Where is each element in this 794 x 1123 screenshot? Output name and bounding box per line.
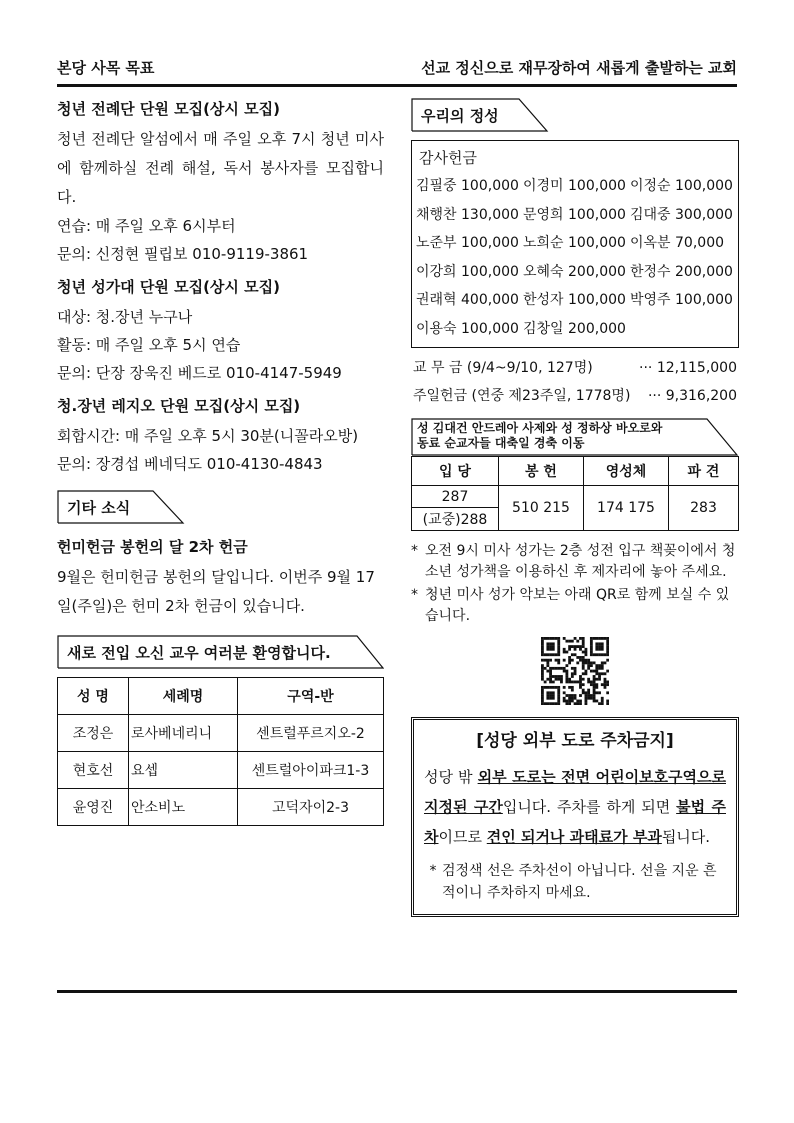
donor-entry: 한정수 200,000 [630,263,733,280]
parking-text-3: 이므로 [438,828,487,846]
table-row [58,752,384,789]
stats-dismissal: 283 [669,486,739,531]
donor-entry: 권래혁 400,000 [416,292,519,308]
table-row [58,789,384,826]
thanksgiving-title: 감사헌금 [419,149,477,167]
legio-notice [57,395,384,478]
youth-choir-contact: 문의: 단장 장욱진 베드로 010-4147-5949 [57,364,342,382]
feast-stats-title-line1: 성 김대건 안드레아 사제와 성 정하상 바오로와 [417,421,663,435]
donor-row [416,201,734,230]
note-text: 오전 9시 미사 성가는 2층 성전 입구 책꽂이에서 청소년 성가책을 이용하신 후 제자리에 놓아 주세요. [425,543,736,580]
donor-row [416,286,734,315]
feast-stats-tab [411,418,739,456]
newcomers-header-district: 구역-반 [238,678,384,715]
offering-month-notice [57,536,384,621]
youth-choir-target: 대상: 청.장년 누구나 [57,308,193,326]
table-row [412,486,739,508]
parking-text-4: 됩니다. [661,828,711,846]
donor-entry: 김필중 100,000 [416,178,519,194]
newcomer-baptism: 안소비노 [129,789,238,826]
stats-header-entry: 입 당 [412,457,499,486]
left-column [57,98,384,826]
feast-stats-table [411,456,739,531]
donor-entry: 오혜숙 200,000 [523,263,626,280]
summary-row [411,382,739,410]
parking-text-2: 입니다. 주차를 하게 되면 [502,798,677,816]
stats-header-communion: 영성체 [584,457,669,486]
liturgy-team-notice [57,98,384,268]
thanksgiving-box [411,140,739,348]
newcomers-header-baptism: 세례명 [129,678,238,715]
donor-row [416,229,734,258]
note-text: 청년 미사 성가 악보는 아래 QR로 함께 보실 수 있습니다. [425,587,730,624]
parking-emphasis-3: 견인 되거나 과태료가 부과 [486,828,662,846]
newcomer-district: 센트럴아이파크1-3 [238,752,384,789]
legio-title: 청.장년 레지오 단원 모집(상시 모집) [57,397,301,415]
summary-row [411,354,739,382]
donor-entry: 김창일 200,000 [523,320,626,337]
donor-entry: 노희순 100,000 [523,235,626,251]
stats-header-offering: 봉 헌 [499,457,584,486]
header-motto-label: 본당 사목 목표 [57,59,155,77]
newcomer-name: 현호선 [58,752,129,789]
youth-choir-title: 청년 성가대 단원 모집(상시 모집) [57,278,280,296]
liturgy-team-contact: 문의: 신정현 필립보 010-9119-3861 [57,245,309,263]
feast-stats-title-line2: 동료 순교자들 대축일 경축 이동 [417,436,585,450]
stats-entry-main-mass: (교중)288 [412,508,499,531]
donor-entry: 김대중 300,000 [630,206,733,223]
newcomer-baptism: 로사베네리니 [129,715,238,752]
donor-list [416,172,734,343]
list-item [411,541,739,583]
donor-entry: 이용숙 100,000 [416,320,519,337]
welcome-tab-label: 새로 전입 오신 교우 여러분 환영합니다. [67,644,331,662]
parking-body [424,762,726,852]
offering-tab-label: 우리의 정성 [421,107,499,125]
header-motto-text: 선교 정신으로 재무장하여 새롭게 출발하는 교회 [421,59,737,77]
qr-code-graphic [541,637,609,705]
donor-row [416,315,734,344]
parking-notice-box [411,717,739,917]
newcomer-district: 센트럴푸르지오-2 [238,715,384,752]
parking-emphasis-1: 외부 도로는 전면 어린이보호구역으로 지정된 구간 [424,768,726,816]
newcomer-baptism: 요셉 [129,752,238,789]
donor-entry: 채행찬 130,000 [416,206,519,223]
header-rule [57,84,737,87]
summary-value: ··· 12,115,000 [639,360,737,376]
offering-month-body: 9월은 헌미헌금 봉헌의 달입니다. 이번주 9월 17일(주일)은 헌미 2차 헌금이 있습니다. [57,568,375,615]
stats-entry-main: 287 [412,486,499,508]
parking-title: [성당 외부 도로 주차금지] [476,731,674,751]
summary-label: 교 무 금 (9/4~9/10, 127명) [413,360,593,376]
parking-text-1: 성당 밖 [424,768,478,786]
liturgy-team-title: 청년 전례단 단원 모집(상시 모집) [57,100,280,118]
other-news-tab [57,490,185,524]
stats-communion: 174 175 [584,486,669,531]
notes-list [411,541,739,627]
note-mark: * [429,863,437,879]
note-mark: * [411,587,418,603]
donor-entry: 이경미 100,000 [523,178,626,194]
note-mark: * [411,543,418,559]
other-news-tab-label: 기타 소식 [67,499,131,517]
liturgy-team-body: 청년 전례단 알섬에서 매 주일 오후 7시 청년 미사에 함께하실 전례 해설, 독서 봉사자를 모집합니다. [57,130,384,206]
parking-note-text: 검정색 선은 주차선이 아닙니다. 선을 지운 흔적이니 주차하지 마세요. [442,863,717,901]
offering-summary [411,354,739,410]
legio-contact: 문의: 장경섭 베네딕도 010-4130-4843 [57,455,323,473]
liturgy-team-practice: 연습: 매 주일 오후 6시부터 [57,217,236,235]
donor-entry: 문영희 100,000 [523,206,626,223]
qr-code-icon[interactable] [541,637,609,705]
newcomers-header-name: 성 명 [58,678,129,715]
youth-choir-notice [57,276,384,387]
newcomers-table [57,677,384,826]
parking-note [424,860,726,904]
donor-entry: 이강희 100,000 [416,263,519,280]
offering-month-title: 헌미헌금 봉헌의 달 2차 헌금 [57,538,248,556]
newcomer-district: 고덕자이2-3 [238,789,384,826]
donor-entry: 박영주 100,000 [630,292,733,308]
newcomer-name: 윤영진 [58,789,129,826]
donor-entry: 이옥분 70,000 [630,235,725,251]
donor-row [416,172,734,201]
stats-header-dismissal: 파 견 [669,457,739,486]
footer-rule [57,990,737,993]
offering-tab [411,98,549,132]
summary-label: 주일헌금 (연중 제23주일, 1778명) [413,388,631,404]
newcomer-name: 조정은 [58,715,129,752]
right-column [411,98,739,917]
welcome-tab [57,635,384,669]
parking-emphasis-2: 불법 주차 [424,798,726,846]
youth-choir-activity: 활동: 매 주일 오후 5시 연습 [57,336,241,354]
stats-offering: 510 215 [499,486,584,531]
donor-entry: 이정순 100,000 [630,178,733,194]
table-row [58,715,384,752]
donor-row [416,258,734,287]
summary-value: ··· 9,316,200 [647,388,737,404]
list-item [411,585,739,627]
legio-meeting-time: 회합시간: 매 주일 오후 5시 30분(니꼴라오방) [57,427,359,445]
donor-entry: 노준부 100,000 [416,235,519,251]
donor-entry: 한성자 100,000 [523,292,626,308]
